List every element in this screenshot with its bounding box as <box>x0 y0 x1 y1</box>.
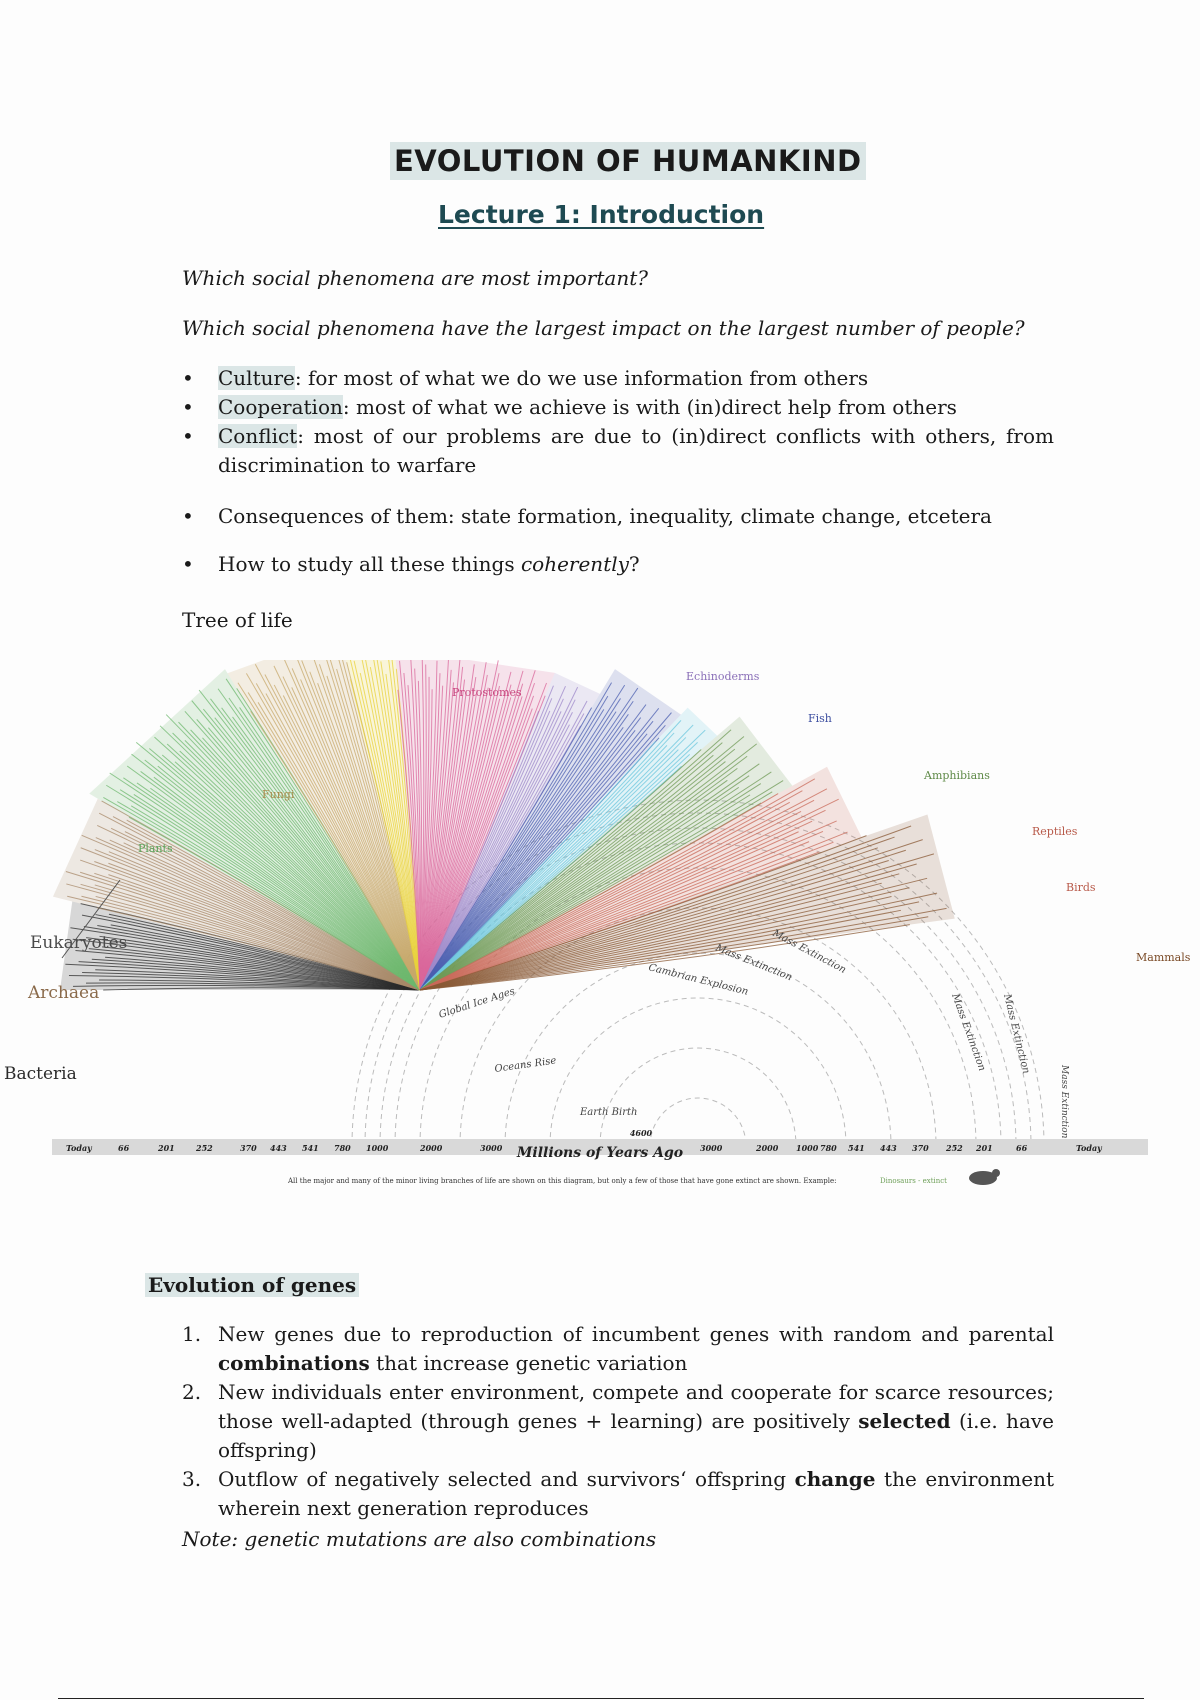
genes-step <box>182 1378 1054 1465</box>
label-plants: Plants <box>138 842 173 855</box>
axis-tick-label: 780 <box>820 1143 837 1153</box>
diagram-caption: All the major and many of the minor living branches of life are shown on this diagram, but only a few of those that have gone extinct are shown. Example: <box>288 1177 837 1185</box>
list-item-culture <box>182 364 1054 393</box>
axis-tick-label: 780 <box>334 1143 351 1153</box>
list-item-study <box>182 550 1054 579</box>
label-earth-birth: Earth Birth <box>580 1107 638 1118</box>
question-important: Which social phenomena are most important? <box>182 266 648 290</box>
document-title: EVOLUTION OF HUMANKIND <box>390 142 866 180</box>
axis-tick-label: 66 <box>118 1143 130 1153</box>
label-echinoderms: Echinoderms <box>686 670 760 683</box>
culture-text: : for most of what we do we use information from others <box>294 366 869 390</box>
axis-center-tick: 4600 <box>629 1128 653 1138</box>
axis-tick-label: Today <box>1076 1143 1102 1153</box>
axis-tick-label: 443 <box>270 1143 287 1153</box>
label-fungi: Fungi <box>262 788 295 801</box>
step-keyword: change <box>794 1467 876 1491</box>
axis-tick-label: 2000 <box>756 1143 779 1153</box>
label-eukaryotes: Eukaryotes <box>30 933 128 953</box>
label-mammals: Mammals <box>1136 951 1191 964</box>
axis-tick-label: 3000 <box>700 1143 723 1153</box>
study-list <box>182 550 1054 579</box>
axis-tick-label: 201 <box>976 1143 993 1153</box>
step-text-end: (i.e. have offspring) <box>218 1409 1054 1462</box>
step-number: 3. <box>182 1467 202 1491</box>
step-number: 1. <box>182 1322 202 1346</box>
label-archaea: Archaea <box>28 983 100 1003</box>
cooperation-text: : most of what we achieve is with (in)direct help from others <box>342 395 957 419</box>
lecture-subtitle: Lecture 1: Introduction <box>438 200 765 229</box>
consequences-list <box>182 502 1054 531</box>
label-mass-extinction-4: Mass Extinction <box>1001 993 1032 1075</box>
label-fish: Fish <box>808 712 832 725</box>
axis-tick-label: Today <box>66 1143 92 1153</box>
axis-tick-label: 541 <box>848 1143 865 1153</box>
label-mass-extinction-2: Mass Extinction <box>713 942 794 984</box>
axis-tick-label: 1000 <box>796 1143 819 1153</box>
axis-tick-label: 252 <box>196 1143 213 1153</box>
term-conflict: Conflict <box>218 424 298 448</box>
tree-of-life-label: Tree of life <box>182 608 293 632</box>
axis-tick-label: 201 <box>158 1143 175 1153</box>
step-text-end: the environment wherein next generation reproduces <box>218 1467 1054 1520</box>
caption-example: Dinosaurs - extinct <box>880 1177 947 1185</box>
term-cooperation: Cooperation <box>218 395 343 419</box>
axis-tick-label: 370 <box>912 1143 929 1153</box>
dinosaur-head-icon <box>992 1169 1000 1177</box>
step-text: New genes due to reproduction of incumbent genes with random and parental <box>218 1322 1054 1346</box>
label-cambrian: Cambrian Explosion <box>647 962 750 998</box>
tree-of-life-diagram <box>0 660 1200 1200</box>
genes-steps-list <box>182 1320 1054 1523</box>
list-item-cooperation <box>182 393 1054 422</box>
axis-tick-label: 1000 <box>366 1143 389 1153</box>
label-mass-extinction-3: Mass Extinction <box>949 992 988 1073</box>
label-oceans: Oceans Rise <box>493 1055 558 1075</box>
label-mass-extinction-1: Mass Extinction <box>770 927 848 976</box>
axis-tick-label: 66 <box>1016 1143 1028 1153</box>
axis-tick-label: 443 <box>880 1143 897 1153</box>
step-text-end: that increase genetic variation <box>369 1351 688 1375</box>
term-culture: Culture <box>218 366 295 390</box>
label-ice-ages: Global Ice Ages <box>437 985 517 1021</box>
step-text: New individuals enter environment, compete and cooperate for scarce resources; those well-adapted (through genes + learning) are positively <box>218 1380 1054 1433</box>
conflict-text: : most of our problems are due to (in)direct conflicts with others, from discrimination to warfare <box>218 424 1054 477</box>
step-keyword: combinations <box>218 1351 370 1375</box>
study-suffix: ? <box>628 552 640 576</box>
question-impact: Which social phenomena have the largest impact on the largest number of people? <box>182 316 1025 340</box>
genes-step <box>182 1320 1054 1378</box>
section-heading-genes: Evolution of genes <box>145 1273 359 1297</box>
step-keyword: selected <box>858 1409 951 1433</box>
axis-tick-label: 3000 <box>480 1143 503 1153</box>
label-reptiles: Reptiles <box>1032 825 1078 838</box>
axis-tick-label: 2000 <box>420 1143 443 1153</box>
axis-tick-label: 541 <box>302 1143 319 1153</box>
label-bacteria: Bacteria <box>4 1064 77 1084</box>
label-birds: Birds <box>1066 881 1096 894</box>
label-mass-extinction-5: Mass Extinction <box>1059 1065 1069 1139</box>
axis-title: Millions of Years Ago <box>516 1145 684 1161</box>
step-number: 2. <box>182 1380 202 1404</box>
phenomena-list <box>182 364 1054 480</box>
list-item-conflict <box>182 422 1054 480</box>
label-protostomes: Protostomes <box>452 686 522 699</box>
axis-tick-label: 252 <box>946 1143 963 1153</box>
genes-note: Note: genetic mutations are also combinations <box>182 1527 657 1551</box>
axis-tick-label: 370 <box>240 1143 257 1153</box>
page-bottom-rule <box>58 1698 1144 1699</box>
step-text: Outflow of negatively selected and survivors‘ offspring <box>218 1467 795 1491</box>
study-emphasis: coherently <box>520 552 629 576</box>
genes-step <box>182 1465 1054 1523</box>
label-amphibians: Amphibians <box>924 769 990 782</box>
study-prefix: How to study all these things <box>218 552 521 576</box>
list-item-consequences: • Consequences of them: state formation, inequality, climate change, etcetera <box>182 502 1054 531</box>
